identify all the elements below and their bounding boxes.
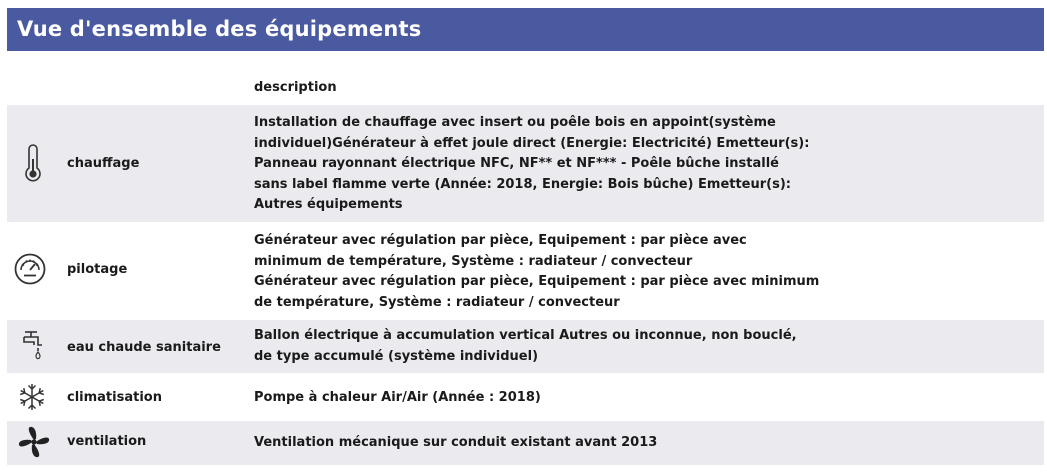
equipment-label: ventilation [67,434,147,449]
description-line: Ballon électrique à accumulation vertical Autres ou inconnue, non bouclé, [254,328,797,343]
description-line: de température, Système : radiateur / convecteur [254,294,620,310]
description-line: Panneau rayonnant électrique NFC, NF** et NF*** - Poêle bûche installé [254,156,779,171]
description-line: individuel)Générateur à effet joule direct (Energie: Electricité) Emetteur(s): [254,135,810,151]
equipment-description [254,326,854,367]
equipment-label: climatisation [67,390,162,405]
description-line: Ventilation mécanique sur conduit existant avant 2013 [254,435,658,450]
faucet-icon [21,329,57,365]
description-line: Générateur avec régulation par pièce, Equipement : par pièce avec minimum [254,274,820,289]
description-line: de type accumulé (système individuel) [254,348,539,364]
equipment-row-ventilation [7,421,1044,465]
equipment-row-climatisation [7,377,1044,417]
equipment-label: chauffage [67,156,140,171]
gauge-icon [13,252,49,288]
equipment-description [254,113,854,216]
page-title: Vue d'ensemble des équipements [17,17,422,41]
section-header [7,8,1044,51]
thermometer-icon [21,145,57,181]
description-line: Pompe à chaleur Air/Air (Année : 2018) [254,390,541,405]
equipment-row-chauffage [7,105,1044,222]
equipment-description [254,388,854,409]
equipment-label: pilotage [67,262,128,277]
snowflake-icon [17,382,53,418]
description-line: Installation de chauffage avec insert ou poêle bois en appoint(système [254,115,776,130]
equipment-description [254,433,854,454]
equipment-label: eau chaude sanitaire [67,340,221,355]
fan-icon [17,425,53,461]
description-line: minimum de température, Système : radiateur / convecteur [254,253,693,269]
equipment-row-pilotage [7,226,1044,316]
equipment-description [254,231,854,313]
description-line: Générateur avec régulation par pièce, Equipement : par pièce avec [254,233,747,248]
column-header-description: description [254,80,337,95]
equipment-row-eau-chaude-sanitaire [7,320,1044,373]
description-line: sans label flamme verte (Année: 2018, Energie: Bois bûche) Emetteur(s): [254,176,791,192]
description-line: Autres équipements [254,197,403,212]
